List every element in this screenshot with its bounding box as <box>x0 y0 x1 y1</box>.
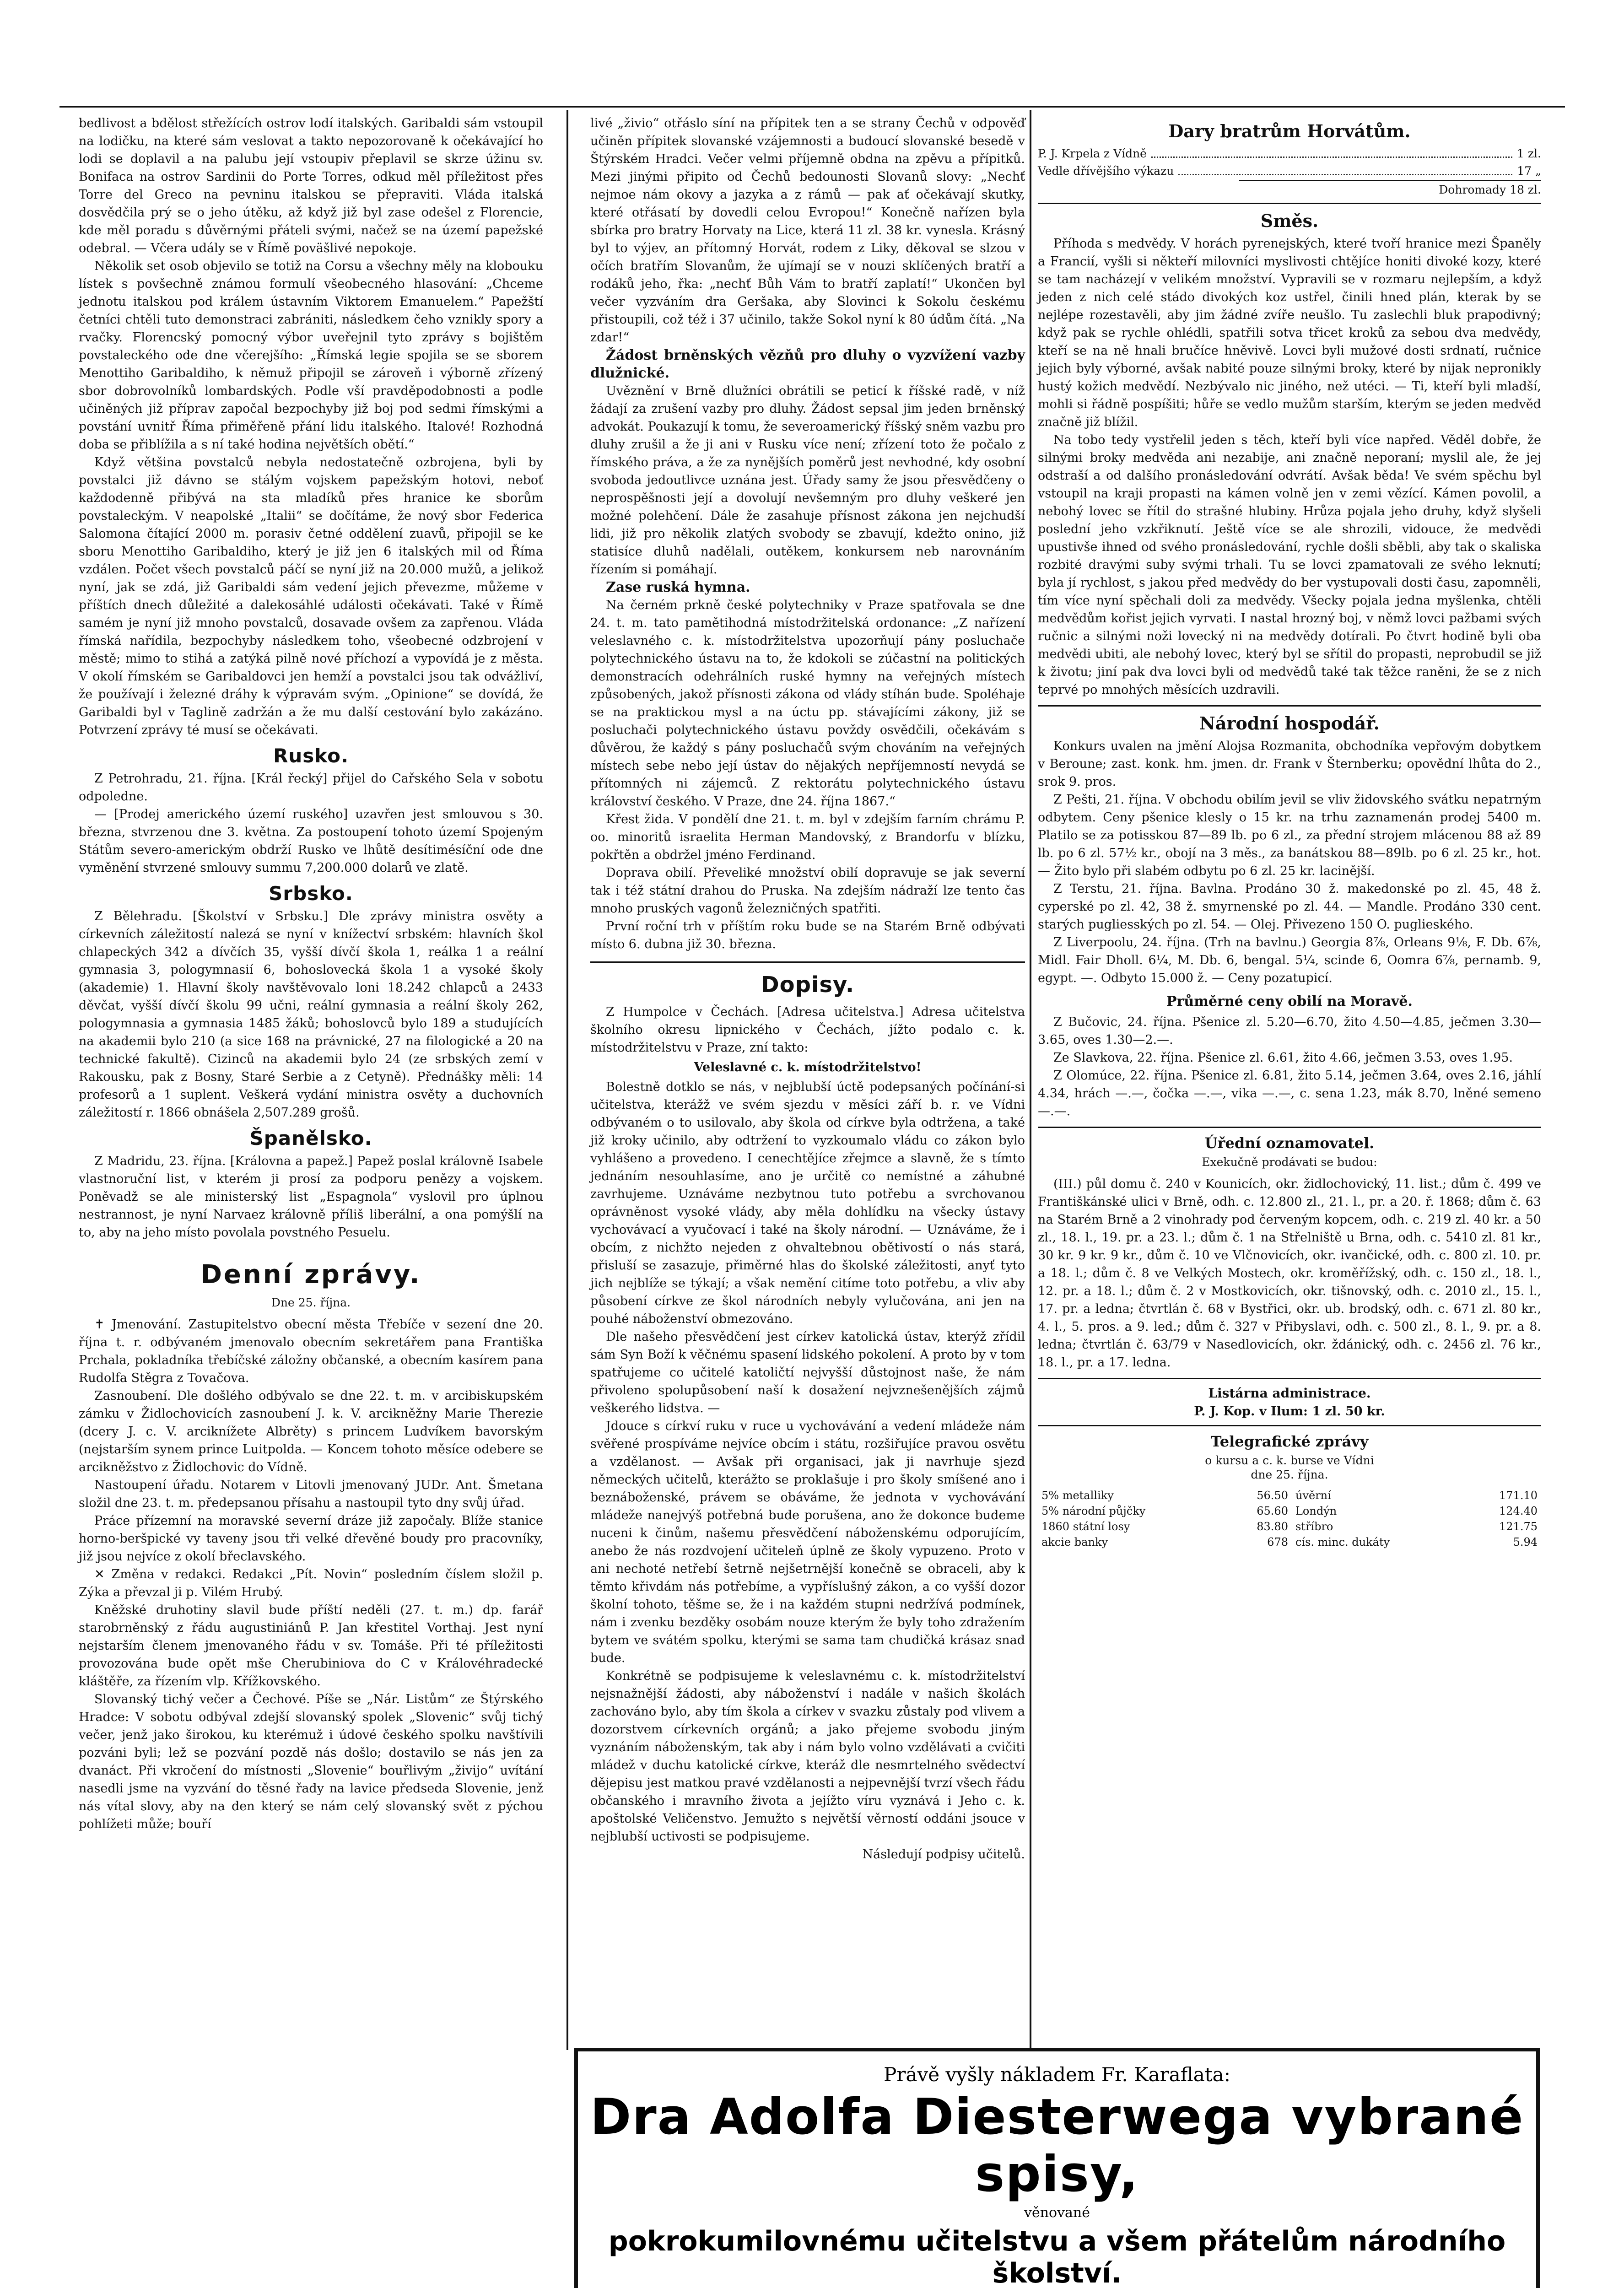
donation-row <box>1038 162 1541 180</box>
letter-text: Bolestně dotklo se nás, v nejblubší úctě podepsaných počínání-si učitelstva, kterážž ve svém sjezdu v měsíci září b. r. ve Vídni odbývaném o to usilovalo, aby škola od církve byla odtržena, a také již kroky učinilo, aby odtržení to vyzkoumalo vládu co zákon bylo vyhlášeno a provedeno. I cenechtějíce zřejmce a slavně, že s tímto jednáním nesouhlasíme, ano je určitě co nemístné a záhubné zavrhujeme. Uznáváme nezbytnou tuto potřebu a svrchovanou oprávněnost vysoké vlády, aby měla dohlídku na všecky ústavy vychovávací a vyučovací i také na školy národní. — Uznáváme, že i obcím, z nichžto nejeden z ohvaltebnou obětivostí o nás stará, přisluší se zasazuje, přiměrné hlas do školské záležitosti, anyť tyto jich nejblíže se týkají; a však nemění citíme toto potřebu, a vliv aby působení církve ze škol národních nebyly vylučována, ani jen na pouhé náboženství obmezováno. <box>590 1080 1025 1326</box>
section-heading-smes: Směs. <box>1260 210 1319 231</box>
section-heading-denni-zpravy: Denní zprávy. <box>200 1260 421 1290</box>
market-item: Z Bučovic, 24. října. Pšenice zl. 5.20—6.70, žito 4.50—4.85, ječmen 3.30—3.65, oves 1.30—2.—. <box>1038 1015 1541 1047</box>
ad-title: Dra Adolfa Diesterwega vybrané spisy, <box>590 2088 1524 2203</box>
market-item: Z Terstu, 21. října. Bavlna. Prodáno 30 ž. makedonské po zl. 45, 48 ž. cyperské po zl. 42, 38 ž. smyrnenské po zl. 44. — Mandle. Prodáno 330 cent. starých pugliesských po zl. 54. — Olej. Přivezeno 150 O. puglieského. <box>1038 882 1541 932</box>
top-border <box>59 106 1565 108</box>
section-heading-dopisy: Dopisy. <box>761 972 855 998</box>
market-item: Z Olomúce, 22. října. Pšenice zl. 6.81, žito 5.14, ječmen 3.64, oves 2.16, jáhlí 4.34, hrách —.—, čočka —.—, vika —.—, c. sena 1.23, mák 8.70, lněné semeno —.—. <box>1038 1068 1541 1118</box>
notice-text: (III.) půl domu č. 240 v Kounicích, okr. židlochovický, 11. list.; dům č. 499 ve Františkánské ulici v Brně, odh. c. 12.800 zl., 21. l., pr. a 20. ř. 1868; dům č. 63 na Starém Brně a 2 vinohrady pod červeným kopcem, odh. c. 219 zl. 40 kr. a 50 zl., 18. l., 19. pr. a 23. l.; dům č. 1 na Střelniště u Brna, odh. c. 5410 zl. 81 kr., 30 kr. 9 kr. 9 kr., dům č. 10 ve Vlčnovicích, okr. ivančické, odh. c. 800 zl. 10. pr. a 18. l.; dům č. 8 ve Velkých Mostech, okr. kroměřížský, odh. c. 150 zl., 18. l., 12. pr. a 18. l.; dům č. 2 v Mostkovicích, okr. tišnovský, odh. c. 2010 zl., 15. l., 17. pr. a ledna; čtvrtlán č. 68 v Bystřici, okr. ub. brodský, odh. c. 671 zl. 80 kr., 4. l., 5. pros. a 9. led.; dům č. 327 v Přibyslavi, odh. c. 500 zl., 8. l., 9. pr. a 8. ledna; čtvrtlán č. 63/79 v Nasedlovicích, okr. ždánický, odh. c. 2456 zl. 76 kr., 18. l., pr. a 17. ledna. <box>1038 1177 1541 1370</box>
news-item: První roční trh v příštím roku bude se na Starém Brně odbývati místo 6. dubna již 30. března. <box>590 919 1025 951</box>
section-rule <box>1038 203 1541 204</box>
table-row <box>1038 1519 1541 1534</box>
table-row <box>1038 1488 1541 1503</box>
news-item: Slovanský tichý večer a Čechové. Píše se „Nár. Listům“ ze Štýrského Hradce: V sobotu odbýval zdejší slovanský spolek „Slovenic“ svůj tichý večer, jenž jako širokou, ku kterémuž i údové českého spolku navštívili pozváni byli; lež se pozvání pozdě nás došlo; dostavilo se nás jen za dvanáct. Při vkročení do místnosti „Slovenie“ bouřlivým „živijo“ uvítání nasedli jsme na vyzvání do těsné řady na lavice předseda Slovenie, jenž nás vítal slovy, aby na den který se nám celý slovanský svět z pýchou pohlížeti může; bouří <box>79 1692 543 1831</box>
article-text: Když většina povstalců nebyla nedostatečně ozbrojena, byli by povstalci již dávno se stálým vojskem papežským hotovi, neboť každodenně přibývá na sta mladíků přes hranice ke sborům povstaleckým. V neapolské „Italii“ se dočítáme, že nový sbor Federica Salomona čítající 2000 m. porasiv četné oddělení zuavů, připojil se ke sboru Menottiho Garibaldiho, který je již jen 6 italských mil od Říma vzdálen. Počet všech povstalců páčí se nyní již na 20.000 mužů, a jelikož nyní, jak se zdá, již Garibaldi sám vedení jejich převezme, můžeme v příštích dnech důležité a dalekosáhlé události očekávati. Také v Římě samém je nyní již mnoho povstalců, dosavade ovšem za zapřenou. Vláda římská nařídila, bezpochyby následkem toho, všeobecné odzbrojení v městě; mimo to stihá a zatýká pilně nové příchozí a vypovídá je z města. V okolí římském se Garibaldovci jen hemží a povstalci jsou tak odvážliví, že používají i železné dráhy k výpravám svým. „Opinione“ se dovídá, že Garibaldi byl v Taglině zadržán a že mu další cestování bylo zakázáno. Potvrzení zprávy té musí se očekávati. <box>79 455 543 737</box>
column-divider-2 <box>1030 110 1031 2050</box>
section-subheading: Exekučně prodávati se budou: <box>1202 1155 1377 1169</box>
article-text: bedlivost a bdělost střežících ostrov lodí italských. Garibaldi sám vstoupil na lodičku, na které sám veslovat a takto nepozorovaně k očekávající ho lodi se doplavil a na palubu její vstoupiv přeplavil se skrze úžinu sv. Bonifaca na ostrov Sardinii do Porte Torres, odkud měl příležitost přes Torre del Greco na pevninu italskou se přepraviti. Vláda italská dosvědčila prý se o jeho útěku, až když již byl zase odešel z Florencie, kde měl poradu s důvěrnými přáteli svými, načež se na území papežské odebral. — Včera udály se v Římě poväšlivé nepokoje. <box>79 116 543 255</box>
table-cell: 124.40 <box>1499 1505 1538 1517</box>
section-heading-uredni: Úřední oznamovatel. <box>1204 1134 1375 1152</box>
table-cell: 678 <box>1267 1536 1288 1549</box>
dot-leader <box>1178 162 1512 175</box>
donation-label: P. J. Krpela z Vídně <box>1038 147 1147 160</box>
donation-total: Dohromady 18 zl. <box>1239 180 1541 196</box>
table-cell: 56.50 <box>1257 1489 1288 1502</box>
news-item: Doprava obilí. Převeliké množství obilí dopravuje se jak severní tak i též státní drahou do Pruska. Na zdejším nádraží lze tento čas mnoho pruských vagonů železničných spatřiti. <box>590 866 1025 916</box>
section-rule <box>1038 1127 1541 1128</box>
article-text: Z Madridu, 23. října. [Královna a papež.] Papež poslal královně Isabele vlastnoruční list, v kterém ji prosí za podporu penězy a vojskem. Poněvadž se ale ministerský list „Espagnola“ vyslovil pro úplnou nestrannost, je nyní Narvaez královně příliš liberální, a ona pomýšlí na to, aby na jeho místo povolala povstného Pesuelu. <box>79 1154 543 1240</box>
section-rule <box>590 961 1025 963</box>
ad-dedication: věnované <box>1024 2205 1090 2221</box>
dateline: Dne 25. října. <box>271 1296 351 1309</box>
section-heading-hospodar: Národní hospodář. <box>1199 713 1380 734</box>
section-heading-rusko: Rusko. <box>273 745 349 767</box>
dot-leader <box>1151 145 1512 158</box>
section-heading-spanelsko: Španělsko. <box>249 1127 372 1149</box>
column-divider-1 <box>567 110 568 2050</box>
news-item: ✝ Jmenování. Zastupitelstvo obecní města Třebíče v sezení dne 20. října t. r. odbývaném jmenovalo obecním sekretářem pana Františka Prchala, pokladníka třebíčské záložny občanské, a obecním kasírem pana Rudolfa Stěgra z Tovačova. <box>79 1317 543 1385</box>
section-heading-dary: Dary bratrům Horvátům. <box>1168 121 1411 141</box>
table-cell: 1860 státní losy <box>1041 1520 1130 1533</box>
news-item: Kněžské druhotiny slavil bude příští neděli (27. t. m.) dp. farář starobrněnský z řádu augustiniánů P. Jan křestitel Vorthaj. Jest nyní nejstarším členem jmenovaného řádu v sv. Tomáše. Při té příležitosti provozována bude opět mše Cherubiniova do C v Královéhradecké kláštěře, za řízením vlp. Křížkovského. <box>79 1603 543 1689</box>
donation-value: 17 „ <box>1517 164 1541 178</box>
advertisement-box <box>574 2048 1540 2288</box>
news-heading: Žádost brněnských vězňů pro dluhy o vyzvížení vazby dlužnické. <box>590 347 1025 381</box>
section-heading-prumerne-ceny: Průměrné ceny obilí na Moravě. <box>1166 993 1413 1009</box>
section-rule <box>1038 1425 1541 1426</box>
table-cell: 65.60 <box>1257 1505 1288 1517</box>
column-2 <box>590 114 1025 1863</box>
article-text: Příhoda s medvědy. V horách pyrenejských, které tvoří hranice mezi Španěly a Francií, vyšli si někteří milovníci myslivosti chtějíce honiti divoké kozy, které se tam nacházejí v velikém množství. Vypravili se v rozmaru nejlepším, a když jeden z nich celé stádo divokých koz ustřel, činili hned plán, kterak by se nejlépe rozestavěli, aby jim žádné zvíře neušlo. Tu zaslechli bluk prapodivný; když pak se rychle ohlédli, spatřili sotva třicet kroků za sebou dva medvědy, kteří se na ně hnali bručíce hněvivě. Lovci byli mužové dosti srdnatí, ručnice jejich byly výborné, avšak nabité pouze silnými broky, které by nijak nepronikly hustý kožich medvědí. Nezbývalo nic jiného, než utéci. — Ti, kteří byli mladší, mohli si řádně pospíšiti; hůře se vedlo mužům starším, kterým se jeden medvěd značně již blížil. <box>1038 237 1541 429</box>
table-cell: cís. minc. dukáty <box>1295 1536 1390 1549</box>
market-item: Z Pešti, 21. října. V obchodu obilím jevil se vliv židovského svátku nepatrným odbytem. Ceny pšenice klesly o 15 kr. na trhu zaznamenán prodej 5400 m. Platilo se za potisskou 87—89 lb. po 6 zl., za přední strojem mlácenou 88 až 89 lb. po 6 zl. 57½ kr., obojí na 3 měs., za banátskou 88—89lb. po 6 zl. 25 kr., hot. — Žito bylo při slabém odbytu po 6 zl. 25 kr. lacinější. <box>1038 793 1541 878</box>
table-cell: úvěrní <box>1295 1489 1331 1502</box>
table-cell: 5.94 <box>1513 1536 1538 1549</box>
exchange-table <box>1038 1488 1541 1550</box>
table-cell: stříbro <box>1295 1520 1333 1533</box>
article-text: — [Prodej amerického území ruského] uzavřen jest smlouvou s 30. března, stvrzenou dne 3. května. Za postoupení tohoto území Spojeným Státům severo-americkým obdrží Rusko ve lhůtě desítimésíční ode dne vyměnění stvrzené smlouvy summu 7,200.000 dolarů ve zlatě. <box>79 807 543 875</box>
news-item: ✕ Změna v redakci. Redakci „Pít. Novin“ posledním číslem složil p. Zýka a převzal ji p. Vilém Hrubý. <box>79 1567 543 1599</box>
section-rule <box>1038 705 1541 707</box>
table-cell: 5% národní půjčky <box>1041 1505 1146 1517</box>
letter-signature: Následují podpisy učitelů. <box>862 1847 1025 1862</box>
donation-label: Vedle dřívějšího výkazu <box>1038 164 1174 178</box>
news-heading: Zase ruská hymna. <box>606 579 750 595</box>
news-item: Uvěznění v Brně dlužníci obrátili se peticí k říšské radě, v níž žádají za zrušení vazby pro dluhy. Žádost sepsal jim jeden brněnský advokát. Poukazují k tomu, že severoamerický říšský sněm vazbu pro dluhy zrušil a že ji ani v Rusku více není; zřízení toto že počalo z římského práva, a že za nynějších poměrů jest nevhodné, kdy osobní svoboda jedoutlivce uznána jest. Úřady samy že jsou přesvědčeny o neprospěšnosti její a dovolují nevšemným pro dluhy veškeré jen možné polehčení. Dále že zasahuje přísnost zákona jen nejchudší lidi, již pro několik zlatých svobody se zbavují, kdežto onino, již statisíce dluhů nadělali, outěkem, konkursem neb narovnáním řízením si pomáhají. <box>590 384 1025 577</box>
column-3 <box>1038 114 1541 1550</box>
news-item: Práce přízemní na moravské severní dráze již započaly. Blíže stanice horno-beršpické vy taveny jsou tři velké dřevěné boudy pro pracovníky, již jsou nejvíce z okolí břeclavského. <box>79 1514 543 1564</box>
letter-text: Z Humpolce v Čechách. [Adresa učitelstva.] Adresa učitelstva školního okresu lipnického v Čechách, jížto podalo c. k. místodržitelstvu v Praze, zní takto: <box>590 1005 1025 1055</box>
table-row <box>1038 1503 1541 1519</box>
donation-row <box>1038 145 1541 162</box>
section-subheading: o kursu a c. k. burse ve Vídni <box>1205 1454 1374 1467</box>
table-cell: 5% metalliky <box>1041 1489 1114 1502</box>
news-item: Nastoupení úřadu. Notarem v Litovli jmenovaný JUDr. Ant. Šmetana složil dne 23. t. m. předepsanou přísahu a nastoupil tyto dny svůj úřad. <box>79 1478 543 1510</box>
market-item: Konkurs uvalen na jmění Alojsa Rozmanita, obchodníka vepřovým dobytkem v Beroune; zast. konk. hm. jmen. dr. Frank v Šternberku; opovědní lhůta do 2., srok 9. pros. <box>1038 739 1541 789</box>
section-heading-listarna: Listárna administrace. <box>1208 1386 1371 1401</box>
donation-value: 1 zl. <box>1517 147 1541 160</box>
article-text: Z Bělehradu. [Školství v Srbsku.] Dle zprávy ministra osvěty a církevních záležitostí nalezá se nyní v knížectví srbském: hlavních škol chlapeckých 342 a dívčích 35, vyšší dívčí škola 1, reálka 1 a reální gymnasia 3, pologymnasií 6, bohoslovecká škola 1 a vysoké školy (akademie) 1. Hlavní školy navštěvovalo loni 18.242 chlapců a 2433 děvčat, vyšší dívčí školu 99 učni, reální gymnasia a reální školy 262, pologymnasia a gymnasia 1485 žáků; bohoslovců bylo 189 a studujících na akademii bylo 210 (a sice 168 na právnické, 27 na filologické a 20 na technické fakultě). Cizinců na akademii bylo 24 (ze srbských zemí v Rakousku, pak z Bosny, Staré Serbie a z Cetyně). Přednášky měli: 14 profesorů a 1 suplent. Veškerá vydání ministra osvěty a duchovních záležitostí r. 1866 obnášela 2,507.289 grošů. <box>79 909 543 1120</box>
table-row <box>1038 1534 1541 1550</box>
market-item: Ze Slavkova, 22. října. Pšenice zl. 6.61, žito 4.66, ječmen 3.53, oves 1.95. <box>1053 1051 1513 1065</box>
section-heading-srbsko: Srbsko. <box>269 882 353 905</box>
letter-text: Dle našeho přesvědčení jest církev katolická ústav, kterýž zřídil sám Syn Boží k věčnému spasení lidského pokolení. A proto by v tom spatřujeme co učitelé katoličtí nejvyšší důstojnost naše, že nám přivoleno spolupůsobení naší k dosažení nejvznešenějších zájmů veškerého lidstva. — <box>590 1330 1025 1415</box>
table-cell: akcie banky <box>1041 1536 1108 1549</box>
article-text: livé „živio“ otřáslo síní na přípitek ten a se strany Čechů v odpověď učiněn přípitek slovanské vzájemnosti a budoucí slovanské besedě v Štýrském Hradci. Večer velmi příjemně obdna na zpěvu a přípitků. Mezi jinými připito od Čechů bedounosti Slovanů slovy: „Nechť nejmoe nám okovy a jazyka a z rámů — pak ať očekávají skutky, které otřásatí by dovedli celou Evropou!“ Konečně nařízen byla sbírka pro bratry Horvaty na Lice, která 11 zl. 38 kr. vynesla. Krásný byl to výjev, an přítomný Horvát, rodem z Liky, děkoval se slzou v očích bratřím Slovanům, že ujímají se v nouzi sklíčených bratří a rodáků jeho, řka: „nechť Bůh Vám to bratří zaplatí!“ Ukončen byl večer vyzváním dra Geršaka, aby Slovinci k Sokolu českému přistoupili, což též i 37 učinilo, takže Sokol nyní k 80 údům čítá. „Na zdar!“ <box>590 116 1025 345</box>
table-cell: 83.80 <box>1257 1520 1288 1533</box>
article-text: Několik set osob objevilo se totiž na Corsu a všechny měly na klobouku lístek s povšechně známou formulí všeobecného hlasování: „Chceme jednotu italskou pod králem ústavním Viktorem Emanuelem.“ Papežští četníci chtěli tuto demonstraci zabrániti, následkem čeho vznikly spory a rvačky. Florencský pomocný výbor uveřejnil tyto zprávy s bojištěm povstaleckého ode dne včerejšího: „Římská legie spojila se se sborem Menottiho Garibaldiho, k němuž připojil se zároveň i výborně zřízený sbor dobrovolníků lombardských. Podle vší pravděpodobnosti a podle učiněných již příprav započal bezpochyby již boj pod sedmi římskými a povstání uvnitř Říma přiměřeně přání lidu italského. Italové! Rozhodná doba se přiblížila a s ní také hodina největších obětí.“ <box>79 259 543 452</box>
ad-publisher-line: Právě vyšly nákladem Fr. Karaflata: <box>884 2063 1230 2086</box>
market-item: Z Liverpoolu, 24. října. (Trh na bavlnu.) Georgia 8⅞, Orleans 9⅛, F. Db. 6⅞, Midl. Fair Dholl. 6¼, M. Db. 6, bengal. 5¼, scinde 6, Oomra 6⅞, pernamb. 9, egypt. —. Odbyto 15.000 ž. — Ceny pozatupicí. <box>1038 935 1541 985</box>
notice-text: P. J. Kop. v Ilum: 1 zl. 50 kr. <box>1194 1404 1385 1419</box>
news-item: Křest žida. V pondělí dne 21. t. m. byl v zdejším farním chrámu P. oo. minoritů israelita Herman Mandovský, z Brandorfu v blízku, pokřtěn a obdržel jméno Ferdinand. <box>590 812 1025 862</box>
column-1 <box>79 114 543 1833</box>
table-cell: Londýn <box>1295 1505 1337 1517</box>
news-item: Na černém prkně české polytechniky v Praze spatřovala se dne 24. t. m. tato pamětihodná místodržitelská ordonance: „Z nařízení veleslavného c. k. místodržitelstva upozorňují pány posluchače polytechnického ústavu na to, že kdokoli se zúčastní na politických demonstracích odehrálních ruské hymny na veřejných místech způsobených, jakož přísnosti zákona od vlády stíhán bude. Spoléhaje se na praktickou mysl a na úctu pp. stávajícími zákony, již se posluchači polytechnického ústavu povždy osvědčili, očekávám s důvěrou, že každý s pány posluchačů svým chováním na veřejných místech sebe nebo její ústav do nějakých nepříjemností nevydá se přítomných ni zájemců. Z rektorátu polytechnického ústavu království českého. V Praze, dne 24. října 1867.“ <box>590 598 1025 809</box>
letter-text: Jdouce s církví ruku v ruce u vychovávání a vedení mládeže nám svěřené prospíváme nejvíce obcím i státu, rozšiřujíce pravou osvětu a vzdělanost. — Avšak při organisaci, jak ji navrhuje sjezd německých učitelů, kterážto se proklašuje i pro školy smíšené ano i beznáboženské, právem se obáváme, že jednota v vychovávání mládeže nanejvýš potřebná bude porušena, ano že dokonce budeme nuceni k činům, našemu přesvědčení náboženskému odporujícím, anebo že nás rozdvojení učiteleň úplně ze školy vypuzeno. Proto v ani nechoté netřebí šetrně nejšetrnější konečně se obraceli, aby k těmto křivdám nás potřebíme, a vypříslušný zákon, a co vyšší dozor školní tohoto, těšme se, že i na každém stupni nedržívá podmínek, nám i zvenku bezděky osobám nouze kterým že byly toho zdražením bytem ve svátém spolku, kterými se sama tam chudičká krásaz snad bude. <box>590 1419 1025 1665</box>
table-cell: 121.75 <box>1499 1520 1538 1533</box>
news-item: Zasnoubení. Dle došlého odbývalo se dne 22. t. m. v arcibiskupském zámku v Židlochovicích zasnoubení J. k. V. arcikněžny Marie Therezie (dcery J. c. V. arciknížete Albrěty) s princem Ludvíkem bavorským (nejstarším synem prince Luitpolda. — Koncem tohoto měsíce odebere se arcikněžstvo z Židlochovic do Vídně. <box>79 1389 543 1474</box>
article-text: Z Petrohradu, 21. října. [Král řecký] přijel do Cařského Sela v sobotu odpoledne. <box>79 772 543 804</box>
section-rule <box>1038 1378 1541 1379</box>
article-text: Na tobo tedy vystřelil jeden s těch, kteří byli více napřed. Věděl dobře, že silnými broky medvěda ani nezabije, ani značně neporaní; myslil ale, že jej odstraší a od dalšího pronásledování odvrátí. Avšak běda! Ve svém spěchu byl vstoupil na kraji propasti na kámen volně jen v zemi vězící. Kámen povolil, a nebohý lovec se řítil do strašné hlubiny. Hrůza pojala jeho druhy, když slyšeli poslední jeho vzkřiknutí. Ještě více se ale shrozili, vidouce, že medvědi upustivše ihned od svého pronásledování, rychle došli sběbli, aby tak o skaliska rozbité dravými suby svými trhali. Tu se lovci zpamatovali ze svého leknutí; byla jí rychlost, s jakou před medvědy do ber vystupovali dosti času, zapomněli, tím více nyní spěchali doli za medvědy. Všecky pojala jedna myšlenka, chtěli medvědům kořist jejich vyrvati. I nastal hrozný boj, v němž lovci pažbami svých ručnic a silnými noži lovecký ni na medvědy dotírali. Po čtvrt hodině byli oba medvědi ubiti, ale nebohý lovec, který byl se sřítil do propasti, neprobudil se již k životu; jiní pak dva lovci byli od medvědů také tak těžce raněni, že se z nich teprvé po mnohých měsících uzdravili. <box>1038 433 1541 697</box>
dateline: dne 25. října. <box>1251 1468 1328 1481</box>
letter-text: Konkrétně se podpisujeme k veleslavnému c. k. místodržitelství nejsnažnější žádosti, aby náboženství i nadále v našich školách zachováno bylo, aby tím škola a církev v svazku zůstaly pod vlivem a dozorstvem církevních orgánů; a jako přejeme svobodu jiným vyznáním náboženským, tak aby i nám bylo volno vzdělávati a cvičiti mládež v duchu katolické církve, kteráž dle nesmrtelného svědectví dějepisu jest matkou pravé vzdělanosti a nejpevnější tvrzí všech řádu občanského i mravního života a jejížto víru vyznává i Jeho c. k. apoštolské Veličenstvo. Jemužto s největší věrností oddáni jsouce v nejblubší uctivosti se podpisujeme. <box>590 1669 1025 1844</box>
section-heading-telegraf: Telegrafické zprávy <box>1210 1433 1369 1450</box>
letter-address: Veleslavné c. k. místodržitelstvo! <box>694 1060 922 1074</box>
ad-audience: pokrokumilovnému učitelstvu a všem přátelům národního školství. <box>608 2225 1506 2288</box>
table-cell: 171.10 <box>1499 1489 1538 1502</box>
